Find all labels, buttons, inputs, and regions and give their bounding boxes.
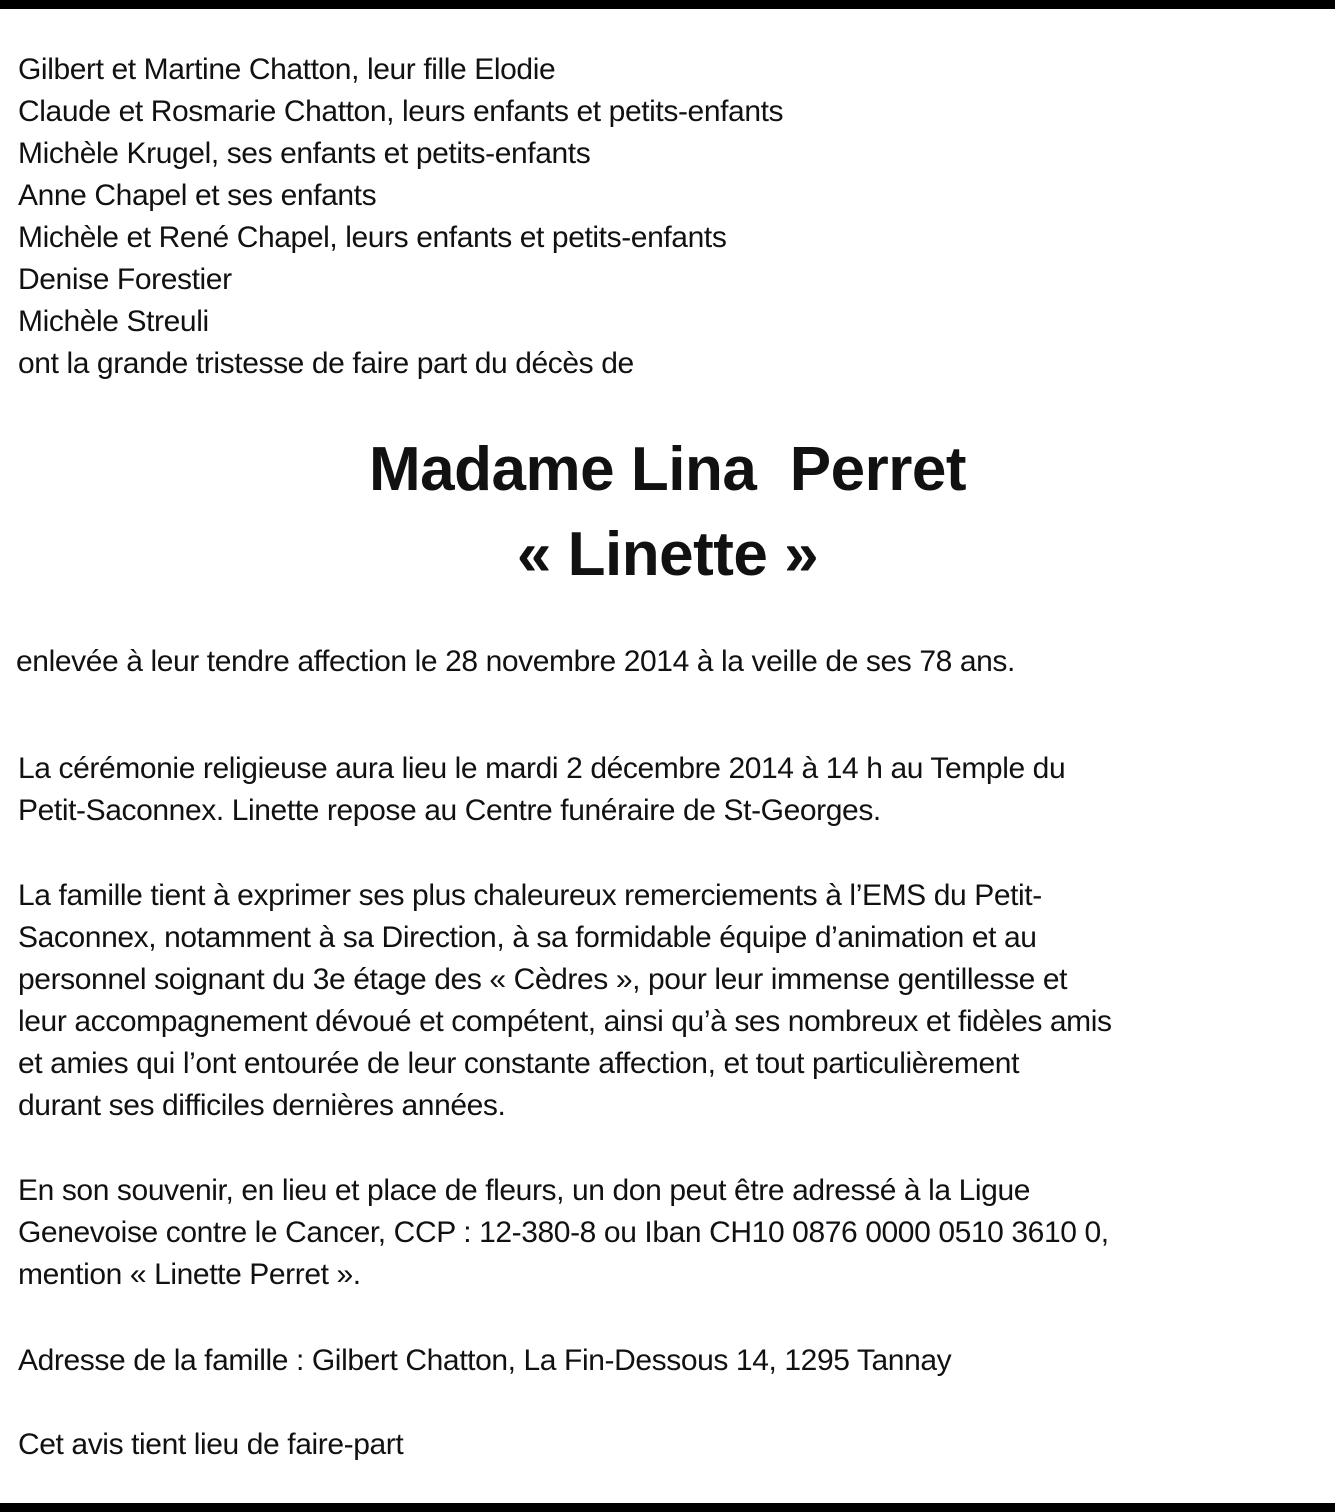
thanks-line: La famille tient à exprimer ses plus chaleureux remerciements à l’EMS du Petit- [18,879,1042,912]
announcement-line: ont la grande tristesse de faire part du décès de [18,347,634,380]
donation-paragraph [18,1170,1109,1296]
top-border [0,0,1335,9]
thanks-line: personnel soignant du 3e étage des « Cèdres », pour leur immense gentillesse et [18,963,1068,996]
family-line: Gilbert et Martine Chatton, leur fille Elodie [18,53,556,86]
donation-line: En son souvenir, en lieu et place de fleurs, un don peut être adressé à la Ligue [18,1174,1031,1207]
family-line: Michèle et René Chapel, leurs enfants et petits-enfants [18,221,727,254]
family-line: Michèle Krugel, ses enfants et petits-enfants [18,137,591,170]
deceased-name: Madame Lina Perret [369,435,966,504]
family-line: Claude et Rosmarie Chatton, leurs enfants et petits-enfants [18,95,784,128]
ceremony-paragraph [18,748,1065,832]
family-line: Denise Forestier [18,263,232,296]
thanks-line: durant ses difficiles dernières années. [18,1089,506,1122]
deceased-nickname: « Linette » [516,520,819,589]
address-text: Adresse de la famille : Gilbert Chatton, La Fin-Dessous 14, 1295 Tannay [18,1344,952,1377]
family-list [18,49,783,385]
thanks-line: Saconnex, notamment à sa Direction, à sa formidable équipe d’animation et au [18,921,1037,954]
closing-paragraph [18,1424,403,1466]
address-paragraph [18,1340,951,1382]
family-line: Michèle Streuli [18,305,209,338]
thanks-paragraph [18,875,1112,1127]
deceased-title [0,427,1335,597]
closing-text: Cet avis tient lieu de faire-part [18,1428,404,1461]
ceremony-line: La cérémonie religieuse aura lieu le mardi 2 décembre 2014 à 14 h au Temple du [18,752,1066,785]
death-line [16,641,1015,683]
family-line: Anne Chapel et ses enfants [18,179,377,212]
thanks-line: leur accompagnement dévoué et compétent, ainsi qu’à ses nombreux et fidèles amis [18,1005,1112,1038]
thanks-line: et amies qui l’ont entourée de leur constante affection, et tout particulièrement [18,1047,1020,1080]
bottom-border [0,1503,1335,1512]
donation-line: mention « Linette Perret ». [18,1258,361,1291]
death-text: enlevée à leur tendre affection le 28 novembre 2014 à la veille de ses 78 ans. [16,645,1015,678]
ceremony-line: Petit-Saconnex. Linette repose au Centre funéraire de St-Georges. [18,794,881,827]
donation-line: Genevoise contre le Cancer, CCP : 12-380-8 ou Iban CH10 0876 0000 0510 3610 0, [18,1216,1109,1249]
